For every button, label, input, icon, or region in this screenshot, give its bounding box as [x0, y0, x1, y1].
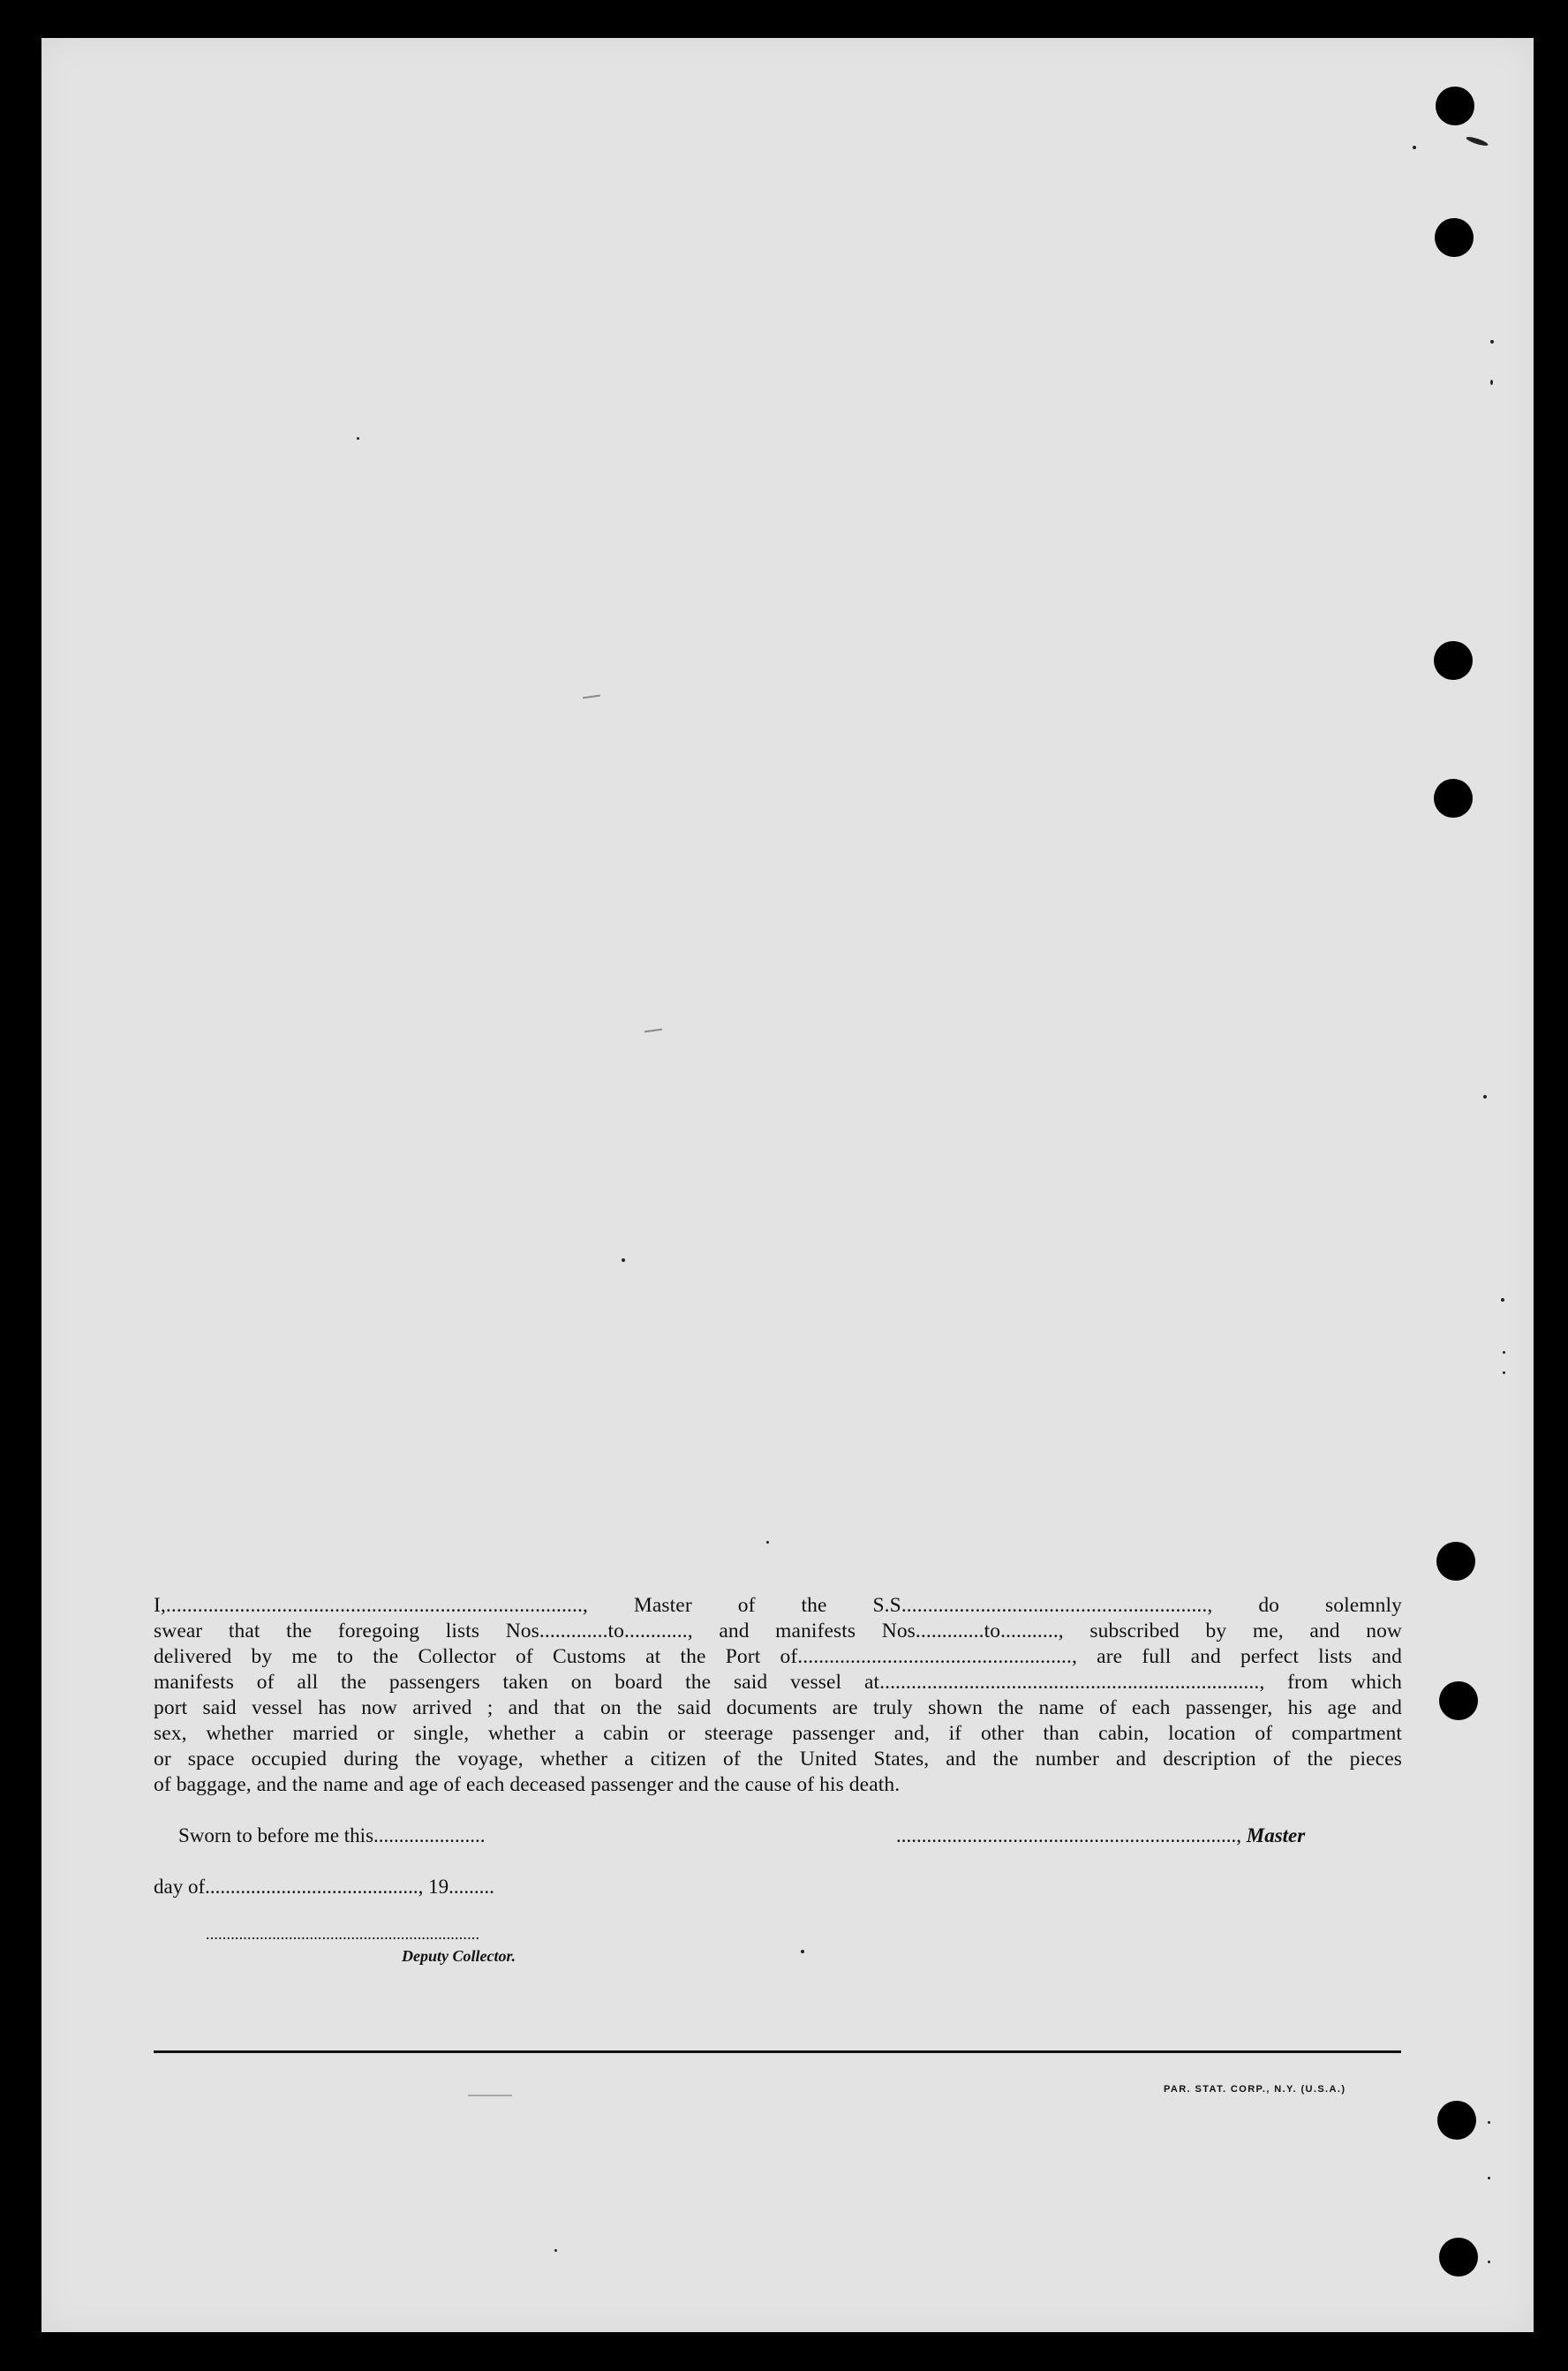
scan-speck — [1503, 1371, 1505, 1374]
oath-paragraph — [154, 1593, 1402, 1798]
punch-hole — [1437, 2101, 1476, 2140]
oath-line: of baggage, and the name and age of each deceased passenger and the cause of his death. — [154, 1773, 901, 1796]
oath-line: I,..............................................................................., Master of the S.S.........................................................., do solemnly — [154, 1594, 1402, 1617]
oath-line: or space occupied during the voyage, whether a citizen of the United States, and the number and description of the pieces — [154, 1748, 1402, 1771]
punch-hole — [1434, 779, 1473, 818]
punch-hole — [1436, 87, 1474, 125]
sworn-before-line[interactable]: Sworn to before me this...................... — [178, 1824, 486, 1846]
scan-speck — [357, 437, 359, 440]
deputy-collector-label: Deputy Collector. — [402, 1947, 516, 1965]
punch-hole — [1436, 1542, 1475, 1581]
scan-speck — [554, 2249, 557, 2252]
scan-speck — [1488, 2261, 1490, 2263]
deputy-signature-dots[interactable]: .................................................................. — [206, 1925, 480, 1943]
scan-speck — [1483, 1095, 1487, 1099]
scan-speck — [801, 1950, 804, 1953]
punch-hole — [1439, 2238, 1478, 2277]
scan-speck — [622, 1258, 625, 1262]
scan-speck — [1413, 146, 1416, 149]
oath-line: sex, whether married or single, whether a cabin or steerage passenger and, if other than cabin, location of compartment — [154, 1722, 1402, 1745]
punch-hole — [1439, 1681, 1478, 1720]
punch-hole — [1434, 641, 1473, 680]
day-line[interactable]: day of.........................................., 19......... — [154, 1876, 494, 1898]
scan-speck — [1503, 1351, 1505, 1354]
scan-speck — [1501, 1298, 1504, 1302]
oath-line: swear that the foregoing lists Nos.............to............, and manifests Nos.............to..........., subscribed by me, and now — [154, 1620, 1402, 1642]
form-sheet — [41, 38, 1534, 2332]
oath-line: delivered by me to the Collector of Customs at the Port of...................................................., are full and perfect lists and — [154, 1645, 1402, 1668]
punch-hole — [1435, 218, 1474, 257]
oath-line: manifests of all the passengers taken on board the said vessel at........................................................................, from which — [154, 1671, 1402, 1694]
scan-speck — [1488, 2177, 1490, 2179]
scan-speck — [1488, 2121, 1490, 2124]
scan-speck — [1490, 340, 1494, 344]
oath-line: port said vessel has now arrived ; and that on the said documents are truly shown the name of each passenger, his age and — [154, 1696, 1402, 1719]
master-signature-line[interactable] — [896, 1824, 1305, 1847]
master-label: Master — [1246, 1824, 1306, 1846]
bottom-rule — [154, 2050, 1401, 2053]
master-signature-dots: ..................................................................., — [896, 1824, 1241, 1846]
scan-mark — [468, 2095, 512, 2096]
printer-imprint: PAR. STAT. CORP., N.Y. (U.S.A.) — [1164, 2084, 1346, 2095]
scan-speck — [1490, 380, 1493, 385]
scan-speck — [766, 1541, 769, 1544]
